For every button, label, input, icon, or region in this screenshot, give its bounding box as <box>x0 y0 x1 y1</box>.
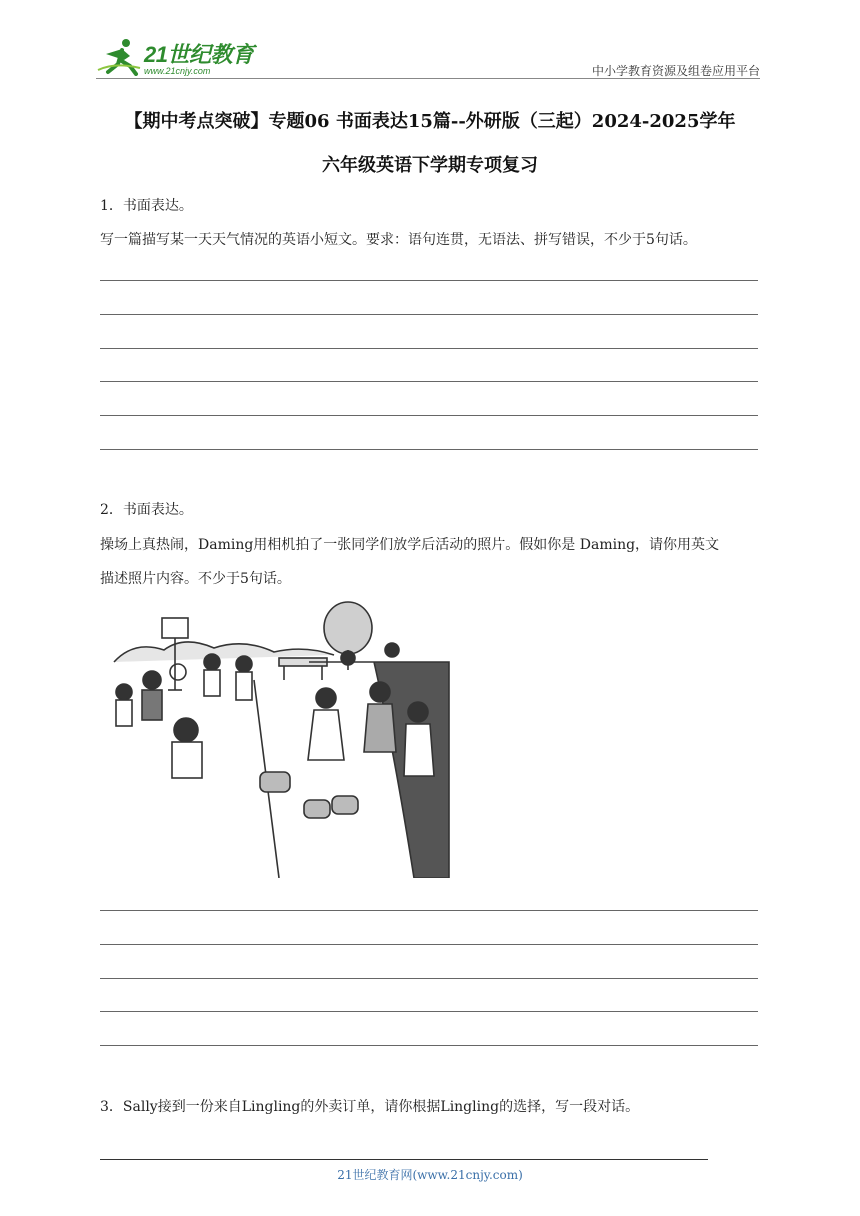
platform-label: 中小学教育资源及组卷应用平台 <box>591 64 760 78</box>
page-header <box>96 28 760 78</box>
playground-illustration <box>104 600 450 878</box>
answer-line[interactable] <box>100 944 758 945</box>
footer-text[interactable]: 21世纪教育网(www.21cnjy.com) <box>337 1168 523 1182</box>
question-1-heading: 1．书面表达。 <box>100 198 193 214</box>
answer-line[interactable] <box>100 1011 758 1012</box>
answer-line[interactable] <box>100 348 758 349</box>
answer-line[interactable] <box>100 415 758 416</box>
question-2-heading: 2．书面表达。 <box>100 502 193 518</box>
logo-main-text: 21世纪教育 <box>144 42 254 67</box>
question-1-prompt: 写一篇描写某一天天气情况的英语小短文。要求：语句连贯，无语法、拼写错误，不少于5句话。 <box>100 232 697 248</box>
logo <box>96 36 253 76</box>
page-title-line1: 【期中考点突破】专题06 书面表达15篇--外研版（三起）2024-2025学年 <box>124 111 736 132</box>
answer-line[interactable] <box>100 449 758 450</box>
answer-line[interactable] <box>100 910 758 911</box>
footer-divider <box>100 1159 708 1160</box>
logo-url-text: www.21cnjy.com <box>144 66 211 76</box>
answer-line[interactable] <box>100 314 758 315</box>
runner-logo-icon <box>96 36 142 76</box>
answer-line[interactable] <box>100 978 758 979</box>
question-2-prompt-line2: 描述照片内容。不少于5句话。 <box>100 571 291 587</box>
header-divider <box>96 78 760 79</box>
answer-line[interactable] <box>100 381 758 382</box>
question-3-heading: 3．Sally接到一份来自Lingling的外卖订单，请你根据Lingling的选择，写一段对话。 <box>100 1099 640 1115</box>
answer-line[interactable] <box>100 1045 758 1046</box>
page-title-line2: 六年级英语下学期专项复习 <box>322 155 538 176</box>
answer-line[interactable] <box>100 280 758 281</box>
question-2-prompt-line1: 操场上真热闹，Daming用相机拍了一张同学们放学后活动的照片。假如你是 Daming，请你用英文 <box>100 537 720 553</box>
